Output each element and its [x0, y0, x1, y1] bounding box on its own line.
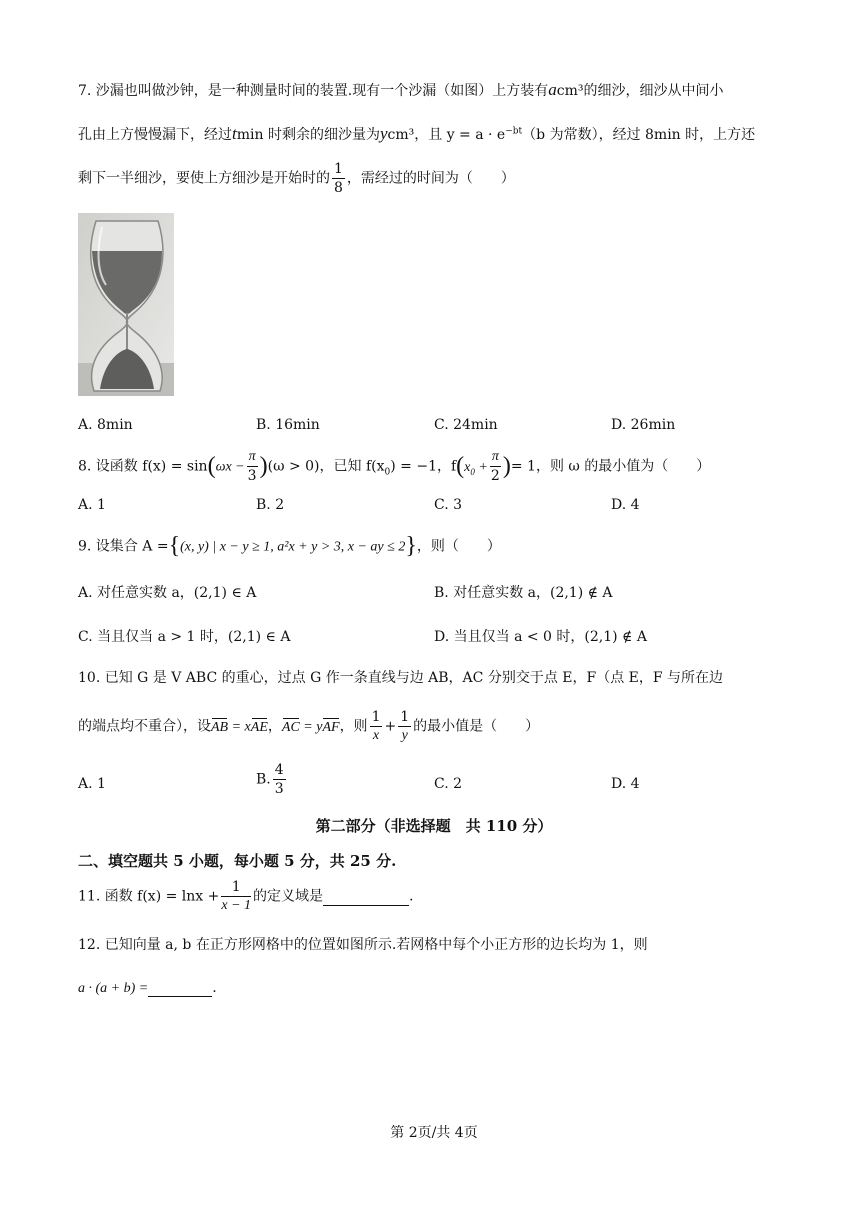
section-subtitle: 二、填空题共 5 小题，每小题 5 分，共 25 分. — [78, 852, 397, 870]
q9-line — [78, 533, 501, 560]
q7-line1-end: 的细沙，细沙从中间小 — [583, 83, 724, 99]
q10-one-b: 1 — [400, 709, 410, 725]
q10-optb-num: 4 — [274, 762, 284, 778]
q10-option-a[interactable]: A. 1 — [78, 776, 106, 792]
q10-vec-ab: AB — [211, 719, 229, 735]
q7-var-a: a — [548, 80, 557, 99]
q7-exponent: −bt — [505, 126, 523, 137]
q10-y: y — [401, 728, 408, 743]
section-title: 第二部分（非选择题 共 110 分） — [315, 817, 553, 835]
q7-line1 — [78, 80, 724, 100]
q10-option-c[interactable]: C. 2 — [434, 776, 463, 792]
q10-line1-text: 10. 已知 G 是 V ABC 的重心，过点 G 作一条直线与边 AB，AC 分别交于点 E，F（点 E，F 与所在边 — [78, 670, 724, 686]
q7-line3 — [78, 162, 515, 195]
q10-optb-den: 3 — [274, 781, 284, 797]
q9-brace-open: { — [168, 533, 181, 559]
q10-then: ，则 — [339, 718, 368, 735]
q8-frac-pi2 — [490, 450, 501, 483]
q9-option-d[interactable]: D. 当且仅当 a < 0 时，(2,1) ∉ A — [434, 629, 647, 645]
hourglass-drawing — [78, 213, 174, 396]
q7-option-c[interactable]: C. 24min — [434, 417, 498, 433]
q7-option-d[interactable]: D. 26min — [611, 417, 676, 433]
q8-start: 8. 设函数 f(x) = sin — [78, 458, 208, 475]
q8-mid2: ) = −1，f — [390, 458, 457, 475]
q7-line2-start: 孔由上方慢慢漏下，经过 — [78, 127, 232, 143]
q11-answer-blank[interactable] — [323, 889, 409, 906]
q11-start: 11. 函数 f(x) = lnx + — [78, 888, 220, 905]
q10-line2-end: 的最小值是（ ） — [413, 718, 540, 735]
q11-end: 的定义域是 — [253, 888, 324, 905]
q10-option-b-label: B. — [256, 771, 271, 788]
q10-option-d[interactable]: D. 4 — [611, 776, 640, 792]
q10-vec-ae: AE — [250, 719, 268, 735]
q8-paren2-close: ) — [502, 453, 511, 479]
q8-mid: (ω > 0)，已知 f(x — [267, 458, 385, 475]
q9-option-c[interactable]: C. 当且仅当 a > 1 时，(2,1) ∈ A — [78, 629, 291, 645]
q10-line2 — [78, 710, 539, 743]
q8-option-d[interactable]: D. 4 — [611, 497, 640, 513]
q10-line1 — [78, 667, 723, 687]
q11-dot: . — [409, 888, 414, 905]
q8-option-a[interactable]: A. 1 — [78, 497, 106, 513]
q8-pi2: π — [490, 450, 501, 467]
q7-line1-text: 7. 沙漏也叫做沙钟，是一种测量时间的装置.现有一个沙漏（如图）上方装有 — [78, 83, 549, 99]
q12-line2 — [78, 980, 217, 997]
q12-dot: . — [212, 980, 217, 996]
q8-paren-open: ( — [207, 453, 216, 479]
q11-line — [78, 880, 414, 913]
page-footer: 第 2页/共 4页 — [390, 1125, 478, 1141]
q10-plus: + — [384, 718, 397, 735]
q10-option-b-frac — [273, 763, 286, 796]
q8-three: 3 — [247, 468, 257, 484]
q8-paren2-open: ( — [456, 453, 465, 479]
q10-eq1: = x — [228, 719, 251, 735]
q10-option-b[interactable] — [256, 763, 288, 796]
q8-option-b[interactable]: B. 2 — [256, 497, 285, 513]
q10-one-a: 1 — [371, 709, 381, 725]
q11-num: 1 — [221, 880, 251, 897]
q8-frac-pi3 — [247, 450, 258, 483]
q7-unit-y: cm³ — [387, 127, 415, 143]
q9-option-a[interactable]: A. 对任意实数 a，(2,1) ∈ A — [78, 585, 257, 601]
q8-two: 2 — [490, 468, 500, 484]
q7-var-y: y — [379, 124, 388, 143]
q7-formula: ，且 y = a · e — [414, 127, 506, 143]
q9-option-b[interactable]: B. 对任意实数 a，(2,1) ∉ A — [434, 585, 613, 601]
q10-vec-ac: AC — [281, 719, 300, 735]
q7-line2-end: （b 为常数），经过 8min 时，上方还 — [522, 127, 756, 143]
q8-end: = 1，则 ω 的最小值为（ ） — [510, 458, 711, 475]
q8-pi: π — [247, 450, 258, 467]
q8-line — [78, 450, 710, 483]
q7-frac-num: 1 — [334, 161, 343, 177]
q9-start: 9. 设集合 A = — [78, 538, 169, 555]
q10-line2-start: 的端点均不重合），设 — [78, 718, 211, 735]
q10-x: x — [372, 728, 380, 743]
hourglass-image — [78, 213, 174, 396]
q7-var-t: t — [232, 124, 237, 143]
q12-expression: a · (a + b) = — [78, 981, 149, 996]
q7-option-b[interactable]: B. 16min — [256, 417, 320, 433]
q7-unit-a: cm³ — [556, 83, 584, 99]
q9-set-body: (x, y) | x − y ≥ 1, a²x + y > 3, x − ay ≤ 2 — [180, 539, 406, 555]
q7-line3-end: ，需经过的时间为（ ） — [346, 170, 515, 187]
q8-sub0: 0 — [384, 467, 391, 478]
q8-paren-close: ) — [259, 453, 268, 479]
q10-frac-1x — [370, 710, 383, 743]
q11-fraction — [221, 880, 251, 913]
q7-line2 — [78, 124, 755, 144]
q7-frac-den: 8 — [334, 180, 343, 196]
q10-comma: ， — [267, 718, 282, 735]
q10-frac-1y — [398, 710, 411, 743]
q7-line3-start: 剩下一半细沙，要使上方细沙是开始时的 — [78, 170, 330, 187]
q10-vec-af: AF — [322, 719, 340, 735]
q8-x0: $x_0$ + — [464, 459, 488, 477]
q7-option-a[interactable]: A. 8min — [78, 417, 133, 433]
q8-option-c[interactable]: C. 3 — [434, 497, 463, 513]
q12-line1 — [78, 934, 648, 954]
q9-brace-close: } — [405, 533, 417, 559]
q7-line2-mid: min 时剩余的细沙量为 — [236, 127, 380, 143]
q12-answer-blank[interactable] — [148, 980, 212, 997]
q10-eq2: = y — [299, 719, 323, 735]
q12-line1-text: 12. 已知向量 a, b 在正方形网格中的位置如图所示.若网格中每个小正方形的边长均为 1，则 — [78, 937, 648, 953]
q8-omega-x: ωx − — [215, 459, 245, 475]
q9-end: ，则（ ） — [416, 538, 501, 555]
q11-den: x − 1 — [221, 898, 252, 913]
q7-fraction — [332, 162, 345, 195]
